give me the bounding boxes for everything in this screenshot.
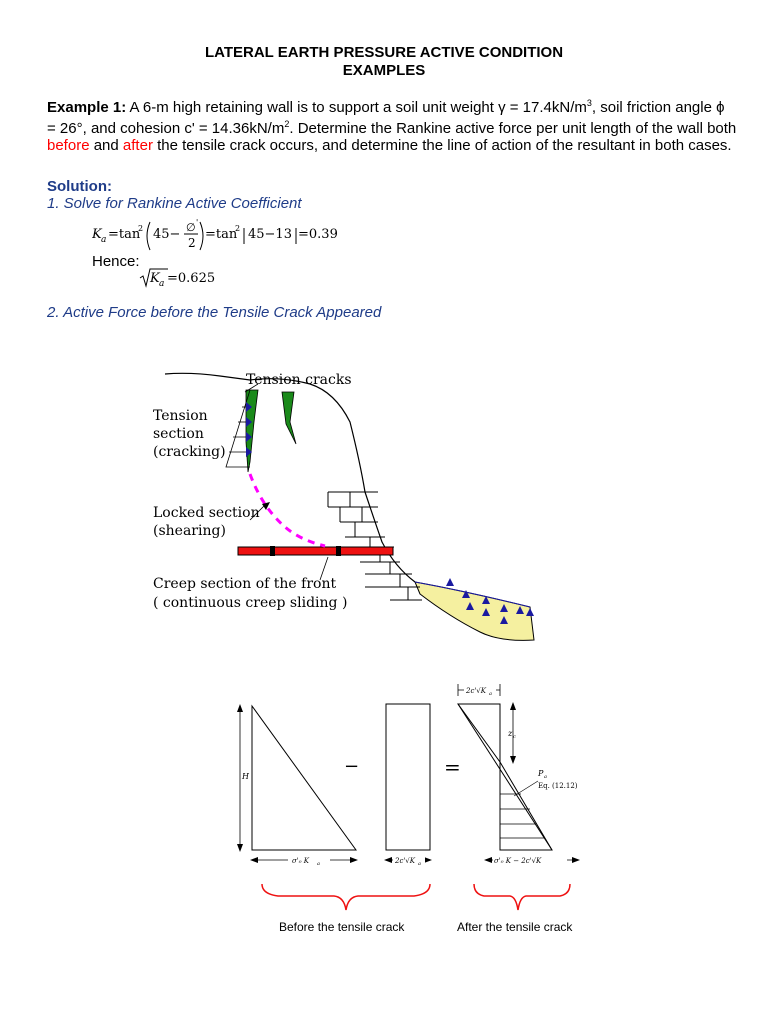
- eq-text: 45−: [153, 227, 181, 242]
- cohesion-rectangle: [386, 704, 430, 850]
- eq-text: 45−13: [248, 227, 292, 242]
- label-tension-cracks: Tension cracks: [246, 372, 352, 388]
- example-label: Example 1:: [47, 99, 127, 116]
- brace-after: [474, 884, 570, 910]
- solution-label: Solution:: [47, 178, 112, 195]
- equals-sign: =: [444, 755, 461, 779]
- slope-failure-figure: [150, 362, 540, 644]
- red-rail: [238, 547, 393, 555]
- label-2c-sqrt-ka-top: 2c'√K: [466, 687, 486, 695]
- example-text: , soil friction angle ϕ = 26°, and cohesion c' = 14.36kN/m: [47, 99, 725, 137]
- hence-label: Hence:: [92, 253, 140, 270]
- label-2c-sqrt-ka: 2c'√K: [395, 857, 415, 865]
- eq-superscript: 2: [138, 224, 144, 233]
- label-subscript: a: [489, 691, 492, 697]
- paren-right: [200, 222, 203, 250]
- deposit-area: [415, 582, 534, 640]
- example-text: . Determine the Rankine active force per unit length of the wall both: [289, 120, 737, 137]
- arrow-head: [237, 844, 243, 852]
- label-subscript: a: [544, 774, 547, 780]
- eq-symbol: ∅: [186, 221, 196, 234]
- superscript: 3: [586, 98, 592, 108]
- arrow-head: [572, 857, 580, 863]
- example-text: and: [89, 137, 123, 154]
- hatch-lines: [500, 794, 544, 838]
- arrow-head: [350, 857, 358, 863]
- page-subtitle: EXAMPLES: [342, 62, 426, 79]
- arrow-head: [250, 857, 258, 863]
- pressure-diagrams: [222, 676, 594, 876]
- before-word: before: [47, 137, 90, 154]
- arrow-head: [384, 857, 392, 863]
- sqrt-ka-svg: [138, 266, 238, 290]
- example-text: the tensile crack occurs, and determine the line of action of the resultant in both cases.: [152, 137, 732, 154]
- label-subscript: a: [418, 861, 421, 867]
- page-title: LATERAL EARTH PRESSURE ACTIVE CONDITION: [204, 44, 564, 61]
- tension-zone: [458, 704, 500, 762]
- label-net-pressure: σ'₀ K − 2c'√K: [494, 857, 542, 865]
- eq-text: =0.625: [167, 271, 216, 286]
- arrow-head: [424, 857, 432, 863]
- ka-equation: [92, 216, 352, 256]
- eq-symbol: K: [92, 227, 102, 242]
- arrow-head: [484, 857, 492, 863]
- eq-text: =0.39: [298, 227, 338, 242]
- pointer-line: [514, 781, 538, 796]
- label-tension: Tension: [153, 408, 208, 424]
- label-sigma-ka: σ'₀ K: [292, 857, 309, 865]
- tension-crack: [246, 390, 258, 472]
- label-cracking: (cracking): [153, 444, 226, 460]
- tension-crack: [282, 392, 296, 444]
- minus-sign: −: [344, 756, 360, 777]
- eq-text: =tan: [205, 227, 238, 242]
- label-creep-sliding: ( continuous creep sliding ): [153, 595, 348, 611]
- label-creep-section: Creep section of the front: [153, 576, 337, 592]
- eq-text: 2: [188, 236, 196, 250]
- sqrt-ka-equation: [138, 266, 238, 290]
- label-h: H: [242, 772, 249, 781]
- slip-surface: [250, 474, 325, 546]
- rail-mark: [270, 546, 275, 556]
- caption-before: Before the tensile crack: [279, 920, 405, 934]
- caption-after: After the tensile crack: [457, 920, 573, 934]
- label-subscript: c: [513, 734, 516, 740]
- label-pa: P: [538, 769, 544, 778]
- ka-equation-svg: [92, 216, 352, 256]
- braces: [258, 880, 578, 916]
- label-shearing: (shearing): [153, 523, 226, 539]
- arrow-head: [510, 702, 516, 710]
- step2-heading: 2. Active Force before the Tensile Crack Appeared: [47, 304, 382, 321]
- active-pressure-triangle: [252, 706, 356, 850]
- arrow-head: [510, 756, 516, 764]
- rail-mark: [336, 546, 341, 556]
- superscript: 2: [284, 119, 290, 129]
- step1-heading: 1. Solve for Rankine Active Coefficient: [47, 195, 302, 212]
- after-word: after: [122, 137, 153, 154]
- eq-text: ': [196, 218, 199, 227]
- label-locked-section: Locked section: [153, 505, 260, 521]
- example-paragraph: [47, 95, 737, 154]
- label-section: section: [153, 426, 204, 442]
- eq-superscript: 2: [235, 224, 241, 233]
- brace-before: [262, 884, 430, 910]
- label-eq-ref: Eq. (12.12): [538, 782, 578, 790]
- eq-subscript: a: [101, 235, 107, 245]
- eq-text: =tan: [108, 227, 141, 242]
- eq-symbol: K: [150, 271, 160, 286]
- label-subscript: a: [317, 861, 320, 867]
- paren-left: [147, 222, 150, 250]
- arrow-head: [237, 704, 243, 712]
- brick-wall: [328, 492, 422, 600]
- example-text: A 6-m high retaining wall is to support a soil unit weight γ = 17.4kN/m: [126, 99, 587, 116]
- eq-subscript: a: [159, 279, 165, 289]
- label-zc: z: [508, 729, 513, 738]
